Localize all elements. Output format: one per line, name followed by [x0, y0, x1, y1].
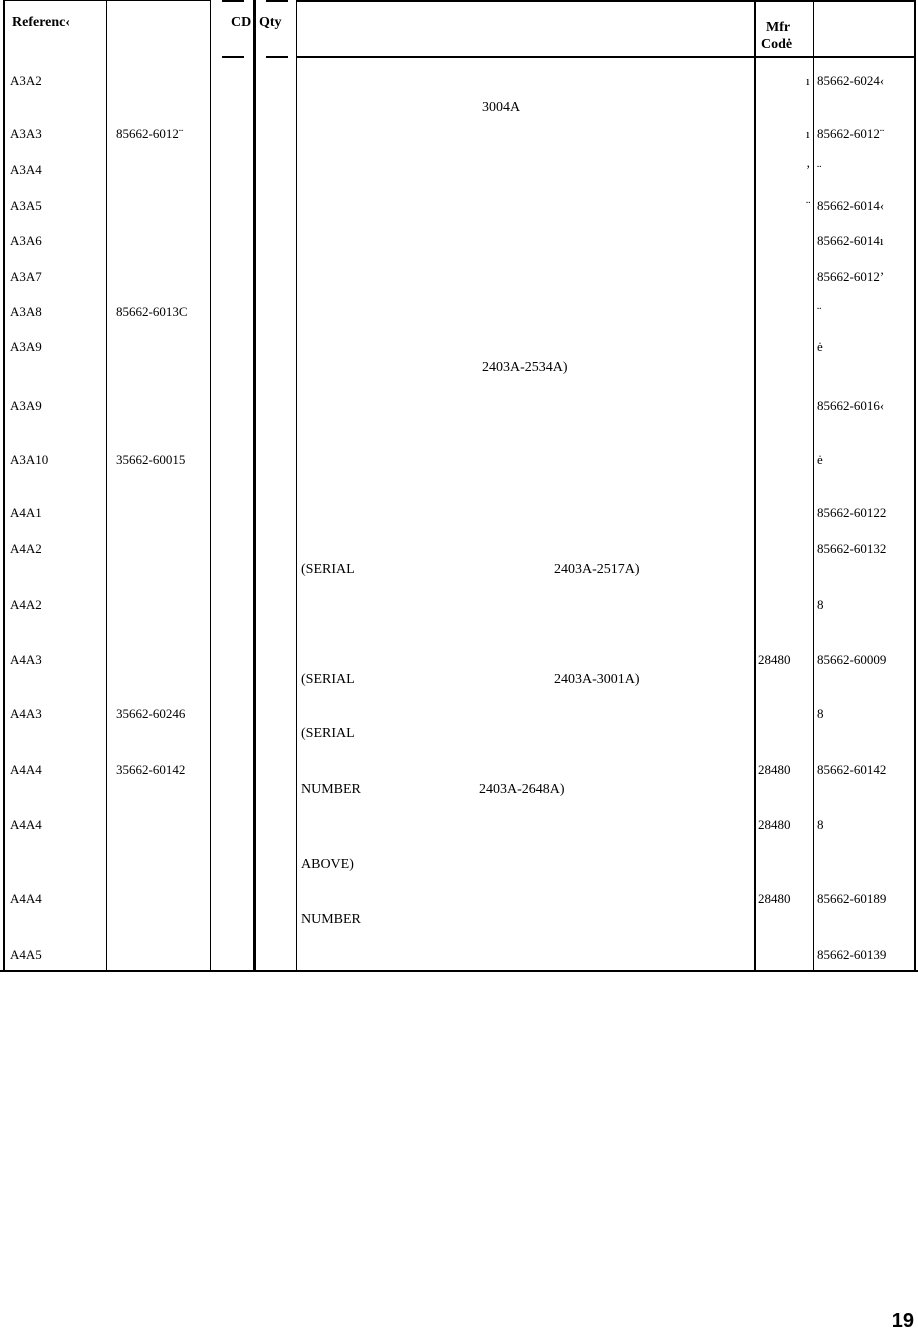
page-number: 19 — [891, 1310, 914, 1332]
description-cell: 2403A-3001A) — [554, 672, 640, 687]
description-cell: 3004A — [482, 100, 521, 115]
mfr-part-cell: 85662-60009 — [817, 652, 887, 667]
footer-tick — [266, 970, 288, 972]
description-cell: (SERIAL — [301, 726, 355, 741]
mfr-part-cell: ė — [817, 452, 823, 467]
description-cell: 2403A-2517A) — [554, 562, 640, 577]
column-rule — [210, 0, 211, 972]
reference-cell: A3A4 — [10, 162, 42, 177]
mfr-code-cell: 28480 — [758, 891, 791, 906]
header-tick — [266, 0, 288, 2]
mfr-part-cell: 85662-6016‹ — [817, 398, 885, 413]
mfr-part-cell: 85662-60142 — [817, 762, 887, 777]
description-cell: (SERIAL — [301, 562, 355, 577]
mfr-part-cell: 85662-6012ʼ — [817, 269, 885, 284]
reference-cell: A4A1 — [10, 505, 42, 520]
mfr-part-cell: 8 — [817, 817, 824, 832]
mfr-part-cell: ¨ — [817, 304, 822, 319]
description-cell: NUMBER — [301, 912, 361, 927]
mfr-part-cell: ė — [817, 339, 823, 354]
table-top-rule — [296, 0, 916, 2]
header-tick — [222, 56, 244, 58]
mfr-part-cell: 8 — [817, 597, 824, 612]
reference-cell: A3A9 — [10, 339, 42, 354]
column-rule — [813, 0, 814, 972]
reference-cell: A4A4 — [10, 891, 42, 906]
mfr-code-cell: ¨ — [806, 198, 811, 213]
header-tick — [222, 0, 244, 2]
column-rule — [253, 0, 256, 972]
reference-cell: A3A7 — [10, 269, 42, 284]
header-rule — [296, 56, 916, 58]
part-number-cell: 35662-60142 — [116, 762, 186, 777]
mfr-code-cell: 28480 — [758, 652, 791, 667]
column-rule — [3, 0, 5, 972]
part-number-cell: 85662-6012¨ — [116, 126, 184, 141]
header-tick — [266, 56, 288, 58]
reference-cell: A3A9 — [10, 398, 42, 413]
column-rule — [914, 0, 916, 972]
reference-cell: A4A5 — [10, 947, 42, 962]
reference-cell: A3A3 — [10, 126, 42, 141]
reference-cell: A4A3 — [10, 706, 42, 721]
reference-cell: A4A2 — [10, 541, 42, 556]
mfr-part-cell: 85662-60189 — [817, 891, 887, 906]
mfr-part-cell: 85662-60139 — [817, 947, 887, 962]
header-reference: Referenc‹ — [12, 15, 71, 30]
mfr-part-cell: 85662-6014‹ — [817, 198, 885, 213]
column-rule — [754, 0, 756, 972]
reference-cell: A3A2 — [10, 73, 42, 88]
part-number-cell: 35662-60015 — [116, 452, 186, 467]
reference-cell: A4A4 — [10, 817, 42, 832]
reference-cell: A4A2 — [10, 597, 42, 612]
mfr-part-cell: 8 — [817, 706, 824, 721]
header-cd: CD — [231, 15, 252, 30]
reference-cell: A3A5 — [10, 198, 42, 213]
description-cell: 2403A-2648A) — [479, 782, 565, 797]
description-cell: NUMBER — [301, 782, 361, 797]
column-rule — [106, 0, 107, 972]
mfr-code-cell: ı — [806, 73, 810, 88]
header-mfr: Mfr — [766, 20, 791, 35]
mfr-part-cell: 85662-60132 — [817, 541, 887, 556]
mfr-code-cell: ʼ — [806, 162, 811, 177]
mfr-code-cell: ı — [806, 126, 810, 141]
mfr-part-cell: 85662-6024‹ — [817, 73, 885, 88]
reference-cell: A3A6 — [10, 233, 42, 248]
mfr-code-cell: 28480 — [758, 762, 791, 777]
reference-cell: A4A3 — [10, 652, 42, 667]
column-rule — [296, 0, 297, 972]
description-cell: ABOVE) — [301, 857, 354, 872]
description-cell: (SERIAL — [301, 672, 355, 687]
table-bottom-rule — [0, 970, 918, 972]
part-number-cell: 85662-6013C — [116, 304, 188, 319]
description-cell: 2403A-2534A) — [482, 360, 568, 375]
mfr-part-cell: 85662-60122 — [817, 505, 887, 520]
mfr-code-cell: 28480 — [758, 817, 791, 832]
mfr-part-cell: 85662-6012¨ — [817, 126, 885, 141]
footer-tick — [222, 970, 244, 972]
mfr-part-cell: ¨ — [817, 162, 822, 177]
reference-cell: A3A8 — [10, 304, 42, 319]
mfr-part-cell: 85662-6014ı — [817, 233, 884, 248]
header-code: Codė — [761, 37, 793, 52]
header-qty: Qty — [259, 15, 282, 30]
table-top-rule — [3, 0, 210, 1]
reference-cell: A3A10 — [10, 452, 49, 467]
reference-cell: A4A4 — [10, 762, 42, 777]
part-number-cell: 35662-60246 — [116, 706, 186, 721]
